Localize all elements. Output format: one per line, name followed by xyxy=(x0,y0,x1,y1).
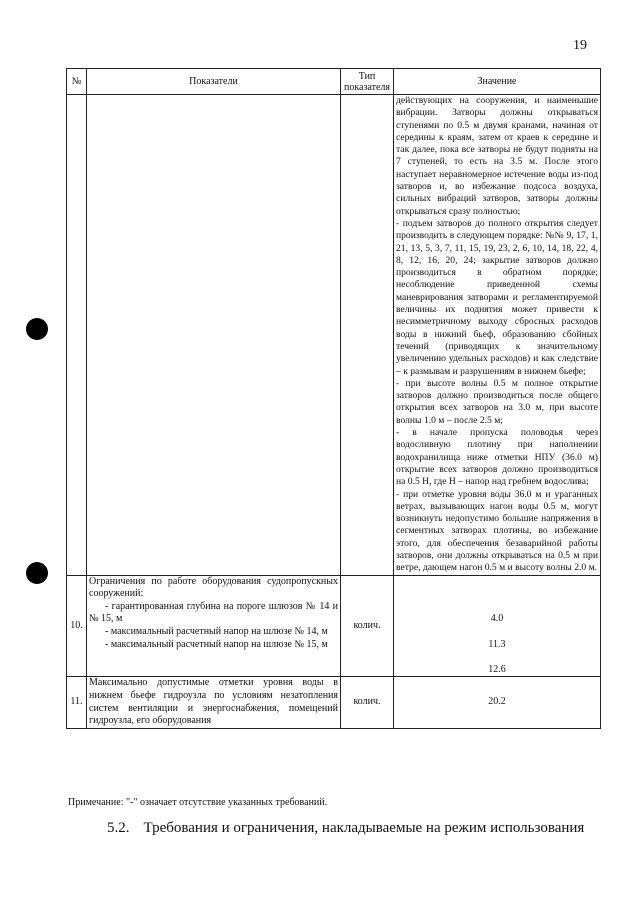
header-indicator: Показатели xyxy=(87,69,341,95)
value-paragraph: действующих на сооружения, и наименьшие вибрации. Затворы должны открываться ступенями по 0.5 м двумя кранами, начиная от середины к краям, затем от краев к середине и так далее, пока все затворы не будут подняты на 7 ступеней, то есть на 3.5 м. После этого наступает неравномерное истечение воды из-под затворов и, во избежание подсоса воздуха, сильных вибраций затворов, затворы должны открываться сразу полностью; xyxy=(396,95,598,217)
row-value: 20.2 xyxy=(394,677,601,728)
cell-indicator-empty xyxy=(87,95,341,576)
value-paragraph: - подъем затворов до полного открытия следует производить в следующем порядке: №№ 9, 17, 1, 21, 13, 5, 3, 7, 11, 15, 19, 23, 2, 6, 10, 14, 18, 22, 4, 8, 12, 16, 20, 24; закрытие затворов должно производиться в обратном порядке; несоблюдение приведенной схемы маневрирования затворами и регламентируемой величины их поднятия может привести к несимметричному выходу сбросных расходов воды в нижний бьеф, образованию сбойных течений (приводящих к значительному увеличению удельных расходов) и как следствие – к размывам и разрушениям в нижнем бьефе; xyxy=(396,217,598,377)
table-row-11 xyxy=(67,677,601,728)
value-paragraph: - в начале пропуска половодья через водосливную плотину при наполнении водохранилища ниже отметки НПУ (36.0 м) открытие всех затворов должно производиться на 0.5 Н, где Н – напор над гребнем водослива; xyxy=(396,427,598,488)
row10-value: 4.0 xyxy=(490,613,504,625)
row-number: 11. xyxy=(67,677,87,728)
cell-type-empty xyxy=(341,95,394,576)
value-paragraph: - при высоте волны 0.5 м полное открытие затворов должно производиться после общего открытия всех затворов на 3.0 м, при высоте волны 1.0 м – после 2.5 м; xyxy=(396,377,598,426)
binder-hole xyxy=(26,318,48,340)
row10-value: 11.3 xyxy=(488,638,506,650)
value-paragraph: - при отметке уровня воды 36.0 м и ураганных ветрах, вызывающих нагон воды 0.5 м, могут возникнуть недопустимо большие напряжения в сегментных затворах плотины, во избежание этого, для обеспечения безаварийной работы затворов, они должны открываться на 0.5 м при ветре, дающем нагон 0.5 м и высоту волны 2.0 м. xyxy=(396,488,598,574)
table-row-10 xyxy=(67,575,601,677)
row10-title: Ограничения по работе оборудования судопропускных сооружений: xyxy=(89,575,338,600)
section-number: 5.2. xyxy=(107,820,130,836)
row10-item: - гарантированная глубина на пороге шлюзов № 14 и № 15, м xyxy=(89,600,338,625)
table-row-continued xyxy=(67,95,601,576)
row11-text: Максимально допустимые отметки уровня воды в нижнем бьефе гидроузла по условиям незатопления систем вентиляции и энергоснабжения, помещений гидроузла, его оборудования xyxy=(89,677,338,727)
section-heading xyxy=(107,820,584,837)
row-description xyxy=(87,677,341,728)
row-type: колич. xyxy=(341,677,394,728)
page-number: 19 xyxy=(573,38,587,53)
header-type: Тип показателя xyxy=(341,69,394,95)
header-value: Значение xyxy=(394,69,601,95)
table-note: Примечание: "-" означает отсутствие указанных требований. xyxy=(68,797,328,808)
cell-value-continued xyxy=(394,95,601,576)
row-values xyxy=(394,575,601,677)
cell-num-empty xyxy=(67,95,87,576)
header-num: № xyxy=(67,69,87,95)
row10-item: - максимальный расчетный напор на шлюзе № 15, м xyxy=(105,638,328,650)
row10-value: 12.6 xyxy=(488,663,506,675)
row-type: колич. xyxy=(341,575,394,677)
row10-item: - максимальный расчетный напор на шлюзе № 14, м xyxy=(105,625,328,637)
row-number: 10. xyxy=(67,575,87,677)
section-title: Требования и ограничения, накладываемые на режим использования xyxy=(143,820,585,836)
binder-hole xyxy=(26,562,48,584)
requirements-table xyxy=(66,68,601,729)
row-description xyxy=(87,575,341,677)
table-header-row xyxy=(67,69,601,95)
